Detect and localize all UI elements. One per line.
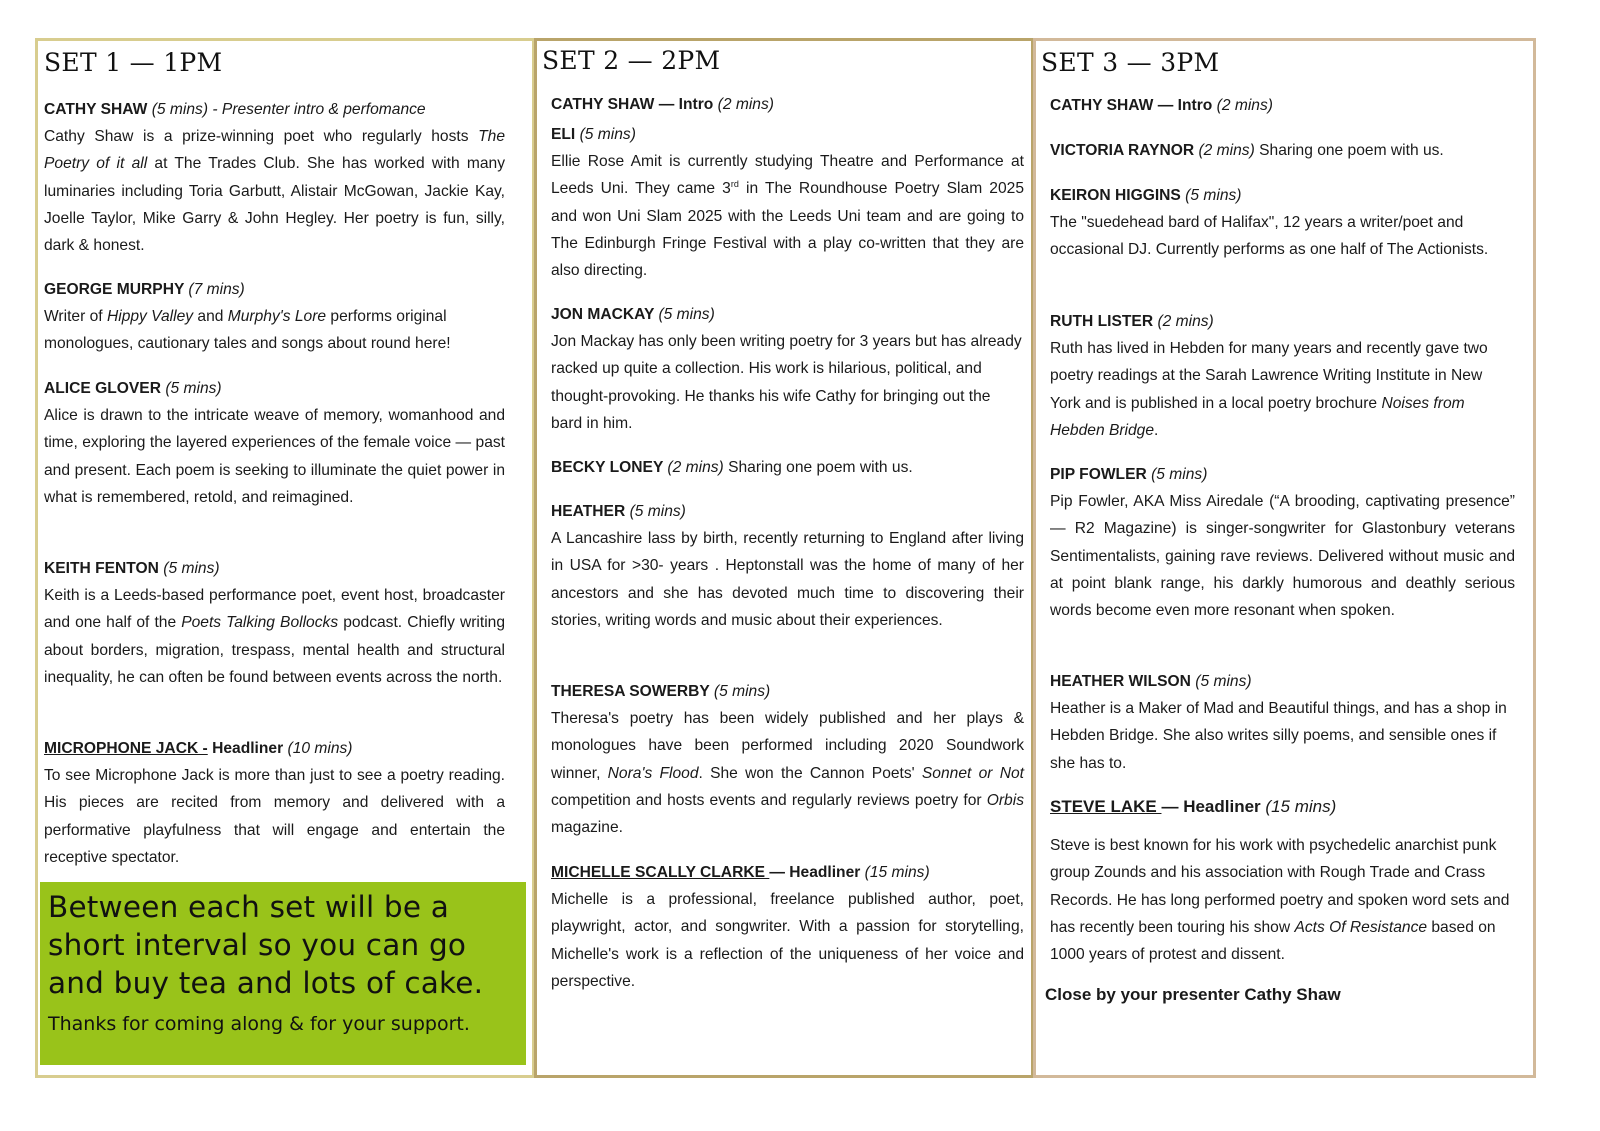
performer-bio: The "suedehead bard of Halifax", 12 years a writer/poet and occasional DJ. Currently performs as one half of The Actionists. bbox=[1050, 214, 1489, 259]
performer-steve-lake bbox=[1050, 793, 1515, 968]
performer-role: — Headliner bbox=[1161, 797, 1261, 816]
interval-message: Between each set will be a short interval so you can go and buy tea and lots of cake. bbox=[48, 890, 484, 1000]
performer-duration: (5 mins) bbox=[163, 560, 220, 577]
performer-name: BECKY LONEY bbox=[551, 459, 664, 476]
performer-role: — Headliner bbox=[769, 864, 861, 881]
performer-duration: (5 mins) bbox=[1151, 466, 1208, 483]
performer-name: JON MACKAY bbox=[551, 306, 655, 323]
performer-jon-mackay bbox=[551, 301, 1024, 437]
performer-bio: Michelle is a professional, freelance published author, poet, playwright, actor, and songwriter. With a passion for storytelling, Michelle's work is a reflection of the uniqueness of her voice and perspective. bbox=[551, 891, 1024, 990]
performer-name: KEITH FENTON bbox=[44, 560, 159, 577]
performer-bio: Theresa's poetry has been widely published and her plays & monologues have been performed including 2020 Soundwork winner, Nora's Flood. She won the Cannon Poets' Sonnet or Not competition and hosts events and regularly reviews poetry for Orbis magazine. bbox=[551, 710, 1024, 837]
performer-note: Sharing one poem with us. bbox=[1254, 142, 1444, 159]
performer-cathy-shaw-set2 bbox=[551, 91, 1024, 118]
performer-name: VICTORIA RAYNOR bbox=[1050, 142, 1195, 159]
performer-name: CATHY SHAW bbox=[1050, 97, 1154, 114]
performer-duration: (5 mins) bbox=[629, 503, 686, 520]
performer-duration: (5 mins) bbox=[713, 683, 771, 700]
performer-name: STEVE LAKE bbox=[1050, 797, 1162, 816]
performer-duration: (15 mins) bbox=[864, 864, 930, 881]
performer-duration: (5 mins) bbox=[151, 101, 209, 118]
performer-microphone-jack bbox=[44, 735, 505, 871]
performer-role: — Intro bbox=[654, 96, 714, 113]
performer-name: CATHY SHAW bbox=[551, 96, 655, 113]
performer-bio: Heather is a Maker of Mad and Beautiful things, and has a shop in Hebden Bridge. She also writes silly poems, and sensible ones if she has to. bbox=[1050, 700, 1507, 772]
performer-duration: (2 mins) bbox=[1216, 97, 1273, 114]
performer-heather-wilson bbox=[1050, 668, 1515, 777]
thanks-message: Thanks for coming along & for your support. bbox=[48, 1013, 470, 1035]
performer-note: Sharing one poem with us. bbox=[723, 459, 913, 476]
performer-michelle-scally-clarke bbox=[551, 859, 1024, 995]
performer-bio: Writer of Hippy Valley and Murphy's Lore performs original monologues, cautionary tales and songs about round here! bbox=[44, 308, 451, 353]
performer-name: CATHY SHAW bbox=[44, 101, 148, 118]
performer-duration: (7 mins) bbox=[188, 281, 245, 298]
performer-name: RUTH LISTER bbox=[1050, 313, 1154, 330]
performer-name: MICHELLE SCALLY CLARKE bbox=[551, 864, 770, 881]
performer-keiron-higgins bbox=[1050, 182, 1515, 264]
performer-duration: (2 mins) bbox=[667, 459, 724, 476]
performer-bio: Jon Mackay has only been writing poetry for 3 years but has already racked up quite a collection. His work is hilarious, political, and thought-provoking. He thanks his wife Cathy for bringing out the bard in him. bbox=[551, 333, 1022, 432]
set-3-title: SET 3 — 3PM bbox=[1041, 48, 1220, 77]
performer-eli bbox=[551, 121, 1024, 284]
performer-bio: A Lancashire lass by birth, recently returning to England after living in USA for >30- years . Heptonstall was the home of many of her ancestors and she has devoted much time to discovering their stories, writing words and music about their experiences. bbox=[551, 530, 1024, 629]
closing-note: Close by your presenter Cathy Shaw bbox=[1045, 985, 1341, 1004]
performer-duration: (2 mins) bbox=[1157, 313, 1214, 330]
performer-name: MICROPHONE JACK - bbox=[44, 740, 208, 757]
performer-alice-glover bbox=[44, 375, 505, 511]
performer-bio: Steve is best known for his work with psychedelic anarchist punk group Zounds and his association with Rough Trade and Crass Records. He has long performed poetry and spoken word sets and has recently been touring his show Acts Of Resistance based on 1000 years of protest and dissent. bbox=[1050, 837, 1510, 964]
performer-name: HEATHER WILSON bbox=[1050, 673, 1191, 690]
performer-becky-loney bbox=[551, 454, 1024, 481]
performer-duration: (5 mins) bbox=[1195, 673, 1252, 690]
performer-cathy-shaw-set3 bbox=[1050, 92, 1515, 119]
performer-bio: Ellie Rose Amit is currently studying Theatre and Performance at Leeds Uni. They came 3rd in The Roundhouse Poetry Slam 2025 and won Uni Slam 2025 with the Leeds Uni team and are going to The Edinburgh Fringe Festival with a play co-written that they are also directing. bbox=[551, 153, 1024, 280]
performer-heather bbox=[551, 498, 1024, 634]
performer-cathy-shaw-set1 bbox=[44, 96, 505, 259]
performer-bio: To see Microphone Jack is more than just to see a poetry reading. His pieces are recited from memory and delivered with a performative playfulness that will engage and entertain the receptive spectator. bbox=[44, 767, 505, 866]
set-2-title: SET 2 — 2PM bbox=[542, 46, 721, 75]
performer-bio: Alice is drawn to the intricate weave of memory, womanhood and time, exploring the layered experiences of the female voice — past and present. Each poem is seeking to illuminate the quiet power in what is remembered, retold, and reimagined. bbox=[44, 407, 505, 506]
set-1-title: SET 1 — 1PM bbox=[44, 48, 223, 77]
performer-role: — Intro bbox=[1153, 97, 1213, 114]
performer-role: Headliner bbox=[207, 740, 284, 757]
performer-name: KEIRON HIGGINS bbox=[1050, 187, 1181, 204]
performer-name: ELI bbox=[551, 126, 576, 143]
performer-name: ALICE GLOVER bbox=[44, 380, 161, 397]
interval-notice bbox=[40, 882, 526, 1065]
performer-duration: (5 mins) bbox=[579, 126, 636, 143]
performer-bio: Pip Fowler, AKA Miss Airedale (“A brooding, captivating presence” — R2 Magazine) is singer-songwriter for Glastonbury veterans Sentimentalists, gaining rave reviews. Delivered without music and at point blank range, his darkly humorous and deathly serious words become even more resonant when spoken. bbox=[1050, 493, 1515, 620]
performer-pip-fowler bbox=[1050, 461, 1515, 624]
performer-name: HEATHER bbox=[551, 503, 626, 520]
performer-name: THERESA SOWERBY bbox=[551, 683, 710, 700]
performer-duration: (5 mins) bbox=[1185, 187, 1242, 204]
performer-duration: (2 mins) bbox=[1198, 142, 1255, 159]
performer-george-murphy bbox=[44, 276, 505, 358]
performer-duration: (2 mins) bbox=[717, 96, 774, 113]
performer-name: PIP FOWLER bbox=[1050, 466, 1147, 483]
performer-duration: (15 mins) bbox=[1265, 797, 1337, 816]
performer-theresa-sowerby bbox=[551, 678, 1024, 841]
performer-duration: (5 mins) bbox=[658, 306, 715, 323]
performer-bio: Keith is a Leeds-based performance poet, event host, broadcaster and one half of the Poets Talking Bollocks podcast. Chiefly writing about borders, migration, trespass, mental health and structural inequality, he can often be found between events across the north. bbox=[44, 587, 505, 686]
performer-note: - Presenter intro & perfomance bbox=[208, 101, 426, 118]
performer-duration: (10 mins) bbox=[287, 740, 353, 757]
performer-keith-fenton bbox=[44, 555, 505, 691]
performer-duration: (5 mins) bbox=[165, 380, 222, 397]
performer-victoria-raynor bbox=[1050, 137, 1515, 164]
performer-bio: Ruth has lived in Hebden for many years and recently gave two poetry readings at the Sarah Lawrence Writing Institute in New York and is published in a local poetry brochure Noises from Hebden Bridge. bbox=[1050, 340, 1488, 439]
performer-bio: Cathy Shaw is a prize-winning poet who regularly hosts The Poetry of it all at The Trades Club. She has worked with many luminaries including Toria Garbutt, Alistair McGowan, Jackie Kay, Joelle Taylor, Mike Garry & John Hegley. Her poetry is fun, silly, dark & honest. bbox=[44, 128, 505, 255]
performer-name: GEORGE MURPHY bbox=[44, 281, 185, 298]
performer-ruth-lister bbox=[1050, 308, 1515, 444]
